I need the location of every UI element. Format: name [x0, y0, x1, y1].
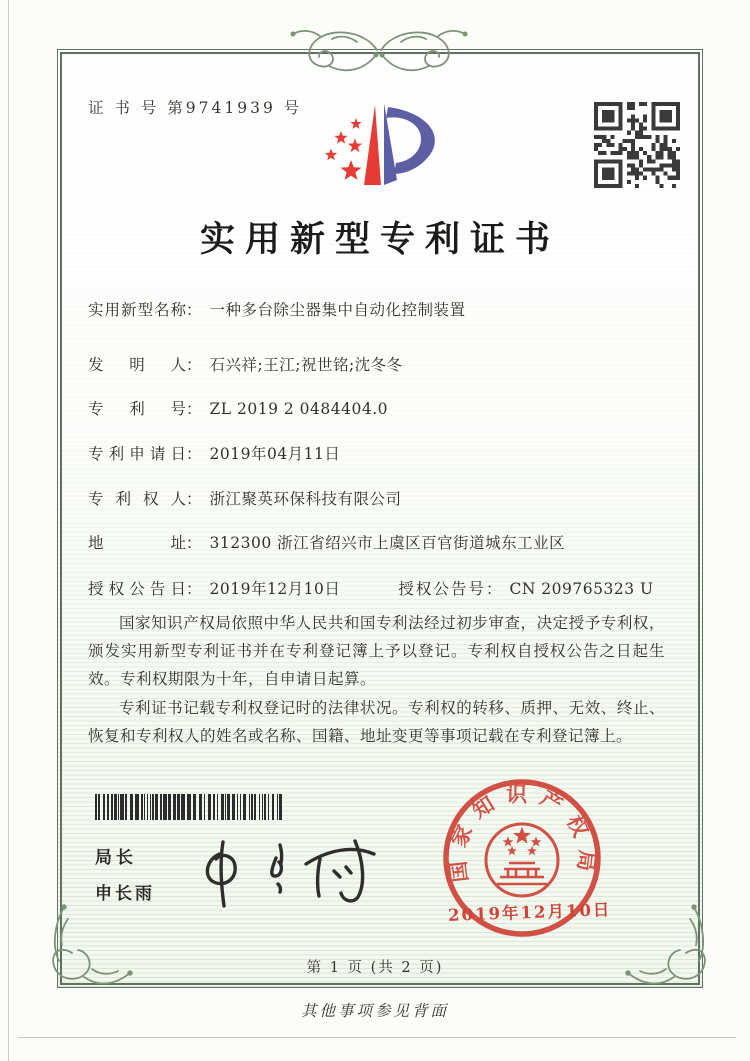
certificate-number: 证 书 号 第9741939 号 [88, 99, 303, 117]
back-side-note: 其他事项参见背面 [300, 1002, 449, 1020]
signer-title: 局长 [95, 848, 137, 868]
field-colon: ： [485, 580, 502, 598]
barcode-icon [95, 794, 285, 820]
field-row-application-date [88, 442, 678, 464]
bottom-left-corner-ornament [42, 903, 137, 995]
certificate-title: 实用新型专利证书 [199, 219, 560, 260]
field-row-invention-name [88, 298, 678, 320]
field-row-patentee [88, 487, 678, 509]
field-row-patent-number [88, 397, 678, 419]
seal-org-text: 国家知识产权局 [443, 781, 601, 884]
field-value: 浙江聚英环保科技有限公司 [209, 490, 402, 508]
field-value: 2019年12月10日 [209, 580, 341, 598]
handwritten-signature-icon [190, 828, 400, 916]
field-colon: ： [186, 534, 202, 552]
field-label: 专利号 [88, 400, 186, 418]
bottom-right-corner-ornament [621, 903, 716, 995]
legal-text-block [88, 609, 665, 750]
legal-paragraph-2: 专利证书记载专利权登记时的法律状况。专利权的转移、质押、无效、终止、恢复和专利权人的姓名或名称、国籍、地址变更等事项记载在专利登记簿上。 [88, 698, 665, 745]
cnipa-patent-logo-icon [298, 93, 463, 205]
field-row-address [88, 531, 678, 553]
field-label: 授权公告日 [88, 580, 186, 598]
field-colon: ： [186, 445, 202, 463]
field-colon: ： [186, 400, 202, 418]
field-label: 授权公告号 [398, 580, 486, 598]
field-value: 石兴祥;王江;祝世铭;沈冬冬 [209, 356, 403, 374]
scan-edge-line [8, 0, 9, 1061]
field-row-inventor [88, 353, 678, 375]
field-colon: ： [186, 490, 202, 508]
field-colon: ： [186, 580, 202, 598]
field-label: 实用新型名称 [88, 301, 186, 319]
national-emblem [486, 824, 558, 896]
field-colon: ： [186, 301, 202, 319]
field-colon: ： [186, 356, 202, 374]
field-value: ZL 2019 2 0484404.0 [209, 400, 388, 418]
field-label: 专利申请日 [88, 445, 186, 463]
field-label: 专利权人 [88, 490, 186, 508]
scan-edge-line [18, 1037, 736, 1038]
field-value: 312300 浙江省绍兴市上虞区百官街道城东工业区 [209, 534, 566, 552]
field-value: 一种多台除尘器集中自动化控制装置 [209, 301, 466, 319]
grant-number-pair [398, 577, 653, 599]
qr-code-icon [594, 102, 680, 188]
field-label: 发明人 [88, 356, 186, 374]
field-value: 2019年04月11日 [209, 445, 341, 463]
top-center-flourish-ornament [269, 22, 489, 78]
field-label: 地址 [88, 534, 186, 552]
seal-date: 2019年12月10日 [447, 900, 612, 925]
field-row-grant-date-and-number [88, 577, 678, 599]
legal-paragraph-1: 国家知识产权局依照中华人民共和国专利法经过初步审查，决定授予专利权，颁发实用新型专利证书并在专利登记簿上予以登记。专利权自授权公告之日起生效。专利权期限为十年，自申请日起算。 [88, 614, 665, 689]
signer-name: 申长雨 [95, 884, 155, 904]
field-value: CN 209765323 U [509, 580, 654, 598]
page-number: 第 1 页 (共 2 页) [306, 960, 444, 976]
